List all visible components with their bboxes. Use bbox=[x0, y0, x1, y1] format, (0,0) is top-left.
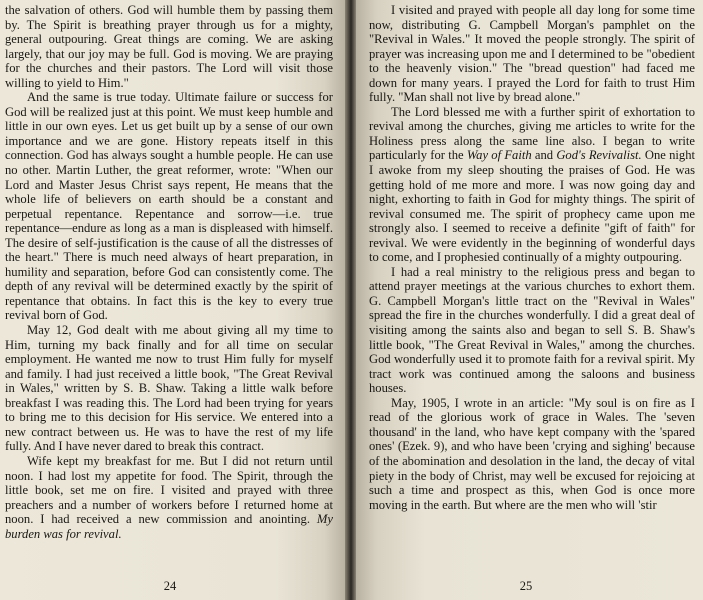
page-number: 24 bbox=[163, 579, 177, 593]
paragraph: May, 1905, I wrote in an article: "My soul is on fire as I read of the glorious work of grace in Wales. The 'seven thousand' in the land, who have kept company with the 'spared ones' (Ezek. 9), and who have been 'crying and sighing' because of the abomination and desolation in the land, the decay of vital piety in the body of Christ, may well be excused for rejoicing at such a time and prospect as this, when God is once more moving in the earth. But where are the men who will 'stir bbox=[369, 395, 695, 512]
paragraph: And the same is true today. Ultimate failure or success for God will be realized just at this point. We must keep humble and little in our own eyes. Let us get built up by a sense of our own importance and we are gone. History repeats itself in this connection. God has always sought a humble people. He can use no other. Martin Luther, the great reformer, wrote: "When our Lord and Master Jesus Christ says repent, He means that the whole life of believers on earth should be a constant and perpetual repentance. Repentance and sorrow—i.e. true repentance—endure as long as a man is displeased with himself. The desire of self-justification is the cause of all the distresses of the heart." There is much need always of heart preparation, in humility and separation, before God can consistently come. The depth of any revival will be determined exactly by the spirit of repentance that obtains. In fact this is the key to every true revival born of God. bbox=[5, 90, 333, 323]
italic-title: Way of Faith bbox=[466, 148, 532, 163]
paragraph: The Lord blessed me with a further spirit of exhortation to revival among the churches, giving me articles to write for the Holiness press along the same line also. I began to write particularly for the Way of Faith and God's Revivalist. One night I awoke from my sleep shouting the praises of God. He was getting hold of me more and more. I was now going day and night, exhorting to faith in God for mighty things. The spirit of revival consumed me. The spirit of prophecy came upon me strongly also. I seemed to receive a definite "gift of faith" for revival. We were evidently in the beginning of wonderful days to come, and I prophesied continually of a mighty outpouring. bbox=[369, 104, 695, 265]
italic-text: My burden was for revival. bbox=[5, 512, 333, 541]
paragraph: Wife kept my breakfast for me. But I did not return until noon. I had lost my appetite for food. The Spirit, through the little book, set me on fire. I visited and prayed with three preachers and a number of workers before I returned home at noon. I had received a new commission and anointing. My burden was for revival. bbox=[5, 453, 333, 541]
right-page-text bbox=[369, 3, 695, 512]
left-page bbox=[0, 0, 345, 600]
paragraph: the salvation of others. God will humble them by passing them by. The Spirit is breathing prayer through us for a mighty, general outpouring. Great things are coming. We are asking largely, that our joy may be full. God is moving. We are praying for the churches and their pastors. The Lord will visit those willing to yield to Him." bbox=[5, 3, 333, 90]
page-number: 25 bbox=[519, 579, 533, 593]
italic-title: God's Revivalist. bbox=[556, 148, 642, 163]
paragraph: I visited and prayed with people all day long for some time now, distributing G. Campbell Morgan's pamphlet on the "Revival in Wales." It moved the people strongly. The spirit of prayer was increasing upon me and I determined to be "obedient to the heavenly vision." The "bread question" had faced me down for many years. I prayed the Lord for faith to trust Him fully. "Man shall not live by bread alone." bbox=[369, 3, 695, 105]
paragraph: May 12, God dealt with me about giving all my time to Him, turning my back finally and for all time on secular employment. He wanted me now to trust Him fully for myself and family. I had just received a little book, "The Great Revival in Wales," written by S. B. Shaw. Taking a little walk before breakfast I was reading this. The Lord had been trying for years to bring me to this decision for His service. We entered into a new contract between us. He was to have the rest of my life fully. And I have never dared to break this contract. bbox=[5, 323, 333, 454]
left-page-text bbox=[5, 3, 333, 541]
book-gutter bbox=[345, 0, 356, 600]
paragraph: I had a real ministry to the religious press and began to attend prayer meetings at the various churches to exhort them. G. Campbell Morgan's little tract on the "Revival in Wales" spread the fire in the churches wonderfully. I did a great deal of visiting among the saints also and began to sell S. B. Shaw's little book, "The Great Revival in Wales," among the churches. God wonderfully used it to promote faith for a revival spirit. My tract work was continued among the saloons and business houses. bbox=[369, 264, 695, 396]
right-page bbox=[356, 0, 703, 600]
